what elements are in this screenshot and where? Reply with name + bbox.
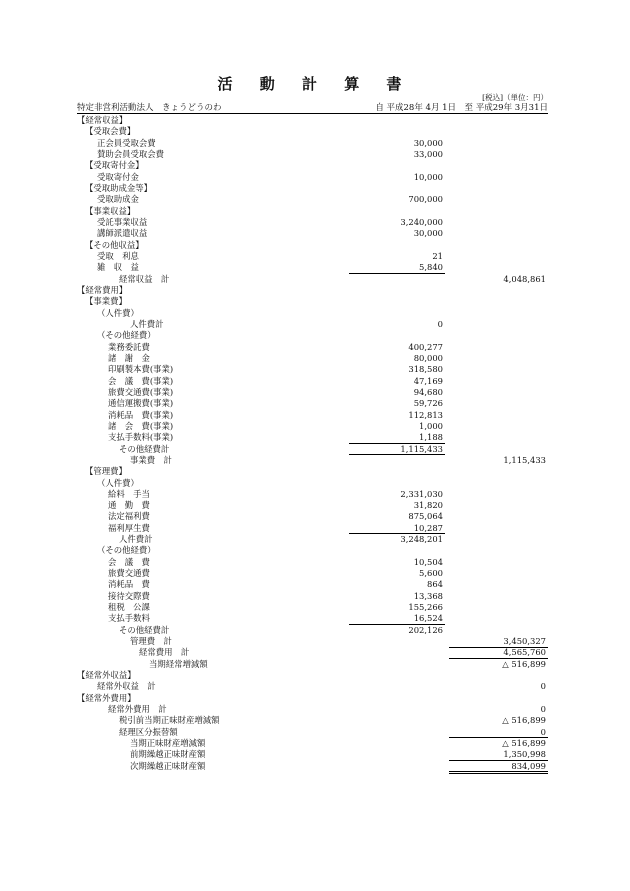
row-label: 管理費 計 bbox=[130, 636, 172, 647]
statement-row bbox=[77, 240, 548, 251]
row-amount: 10,000 bbox=[413, 171, 443, 182]
row-label: 受取寄付金 bbox=[97, 171, 139, 182]
row-label: 人件費計 bbox=[119, 534, 153, 545]
statement-row bbox=[77, 342, 548, 353]
statement-row bbox=[77, 194, 548, 205]
row-amount: 1,188 bbox=[419, 432, 443, 443]
row-label: 経常費用 計 bbox=[139, 647, 190, 658]
statement-row bbox=[77, 727, 548, 738]
row-label: （その他経費） bbox=[97, 330, 156, 341]
statement-row bbox=[77, 625, 548, 636]
row-label: 税引前当期正味財産増減額 bbox=[119, 715, 220, 726]
statement-row bbox=[77, 330, 548, 341]
statement-row bbox=[77, 704, 548, 715]
statement-row bbox=[77, 647, 548, 658]
row-total: 0 bbox=[540, 704, 546, 715]
row-amount: 30,000 bbox=[413, 228, 443, 239]
row-label: （人件費） bbox=[97, 307, 139, 318]
statement-row bbox=[77, 353, 548, 364]
statement-row bbox=[77, 489, 548, 500]
statement-row bbox=[77, 579, 548, 590]
row-label: 印刷製本費(事業) bbox=[108, 364, 174, 375]
row-amount: 5,840 bbox=[419, 262, 443, 273]
row-amount: 875,064 bbox=[408, 511, 443, 522]
row-amount: 202,126 bbox=[408, 624, 443, 635]
statement-row bbox=[77, 138, 548, 149]
row-amount: 864 bbox=[427, 579, 443, 590]
statement-row bbox=[77, 228, 548, 239]
row-label: 【受取助成金等】 bbox=[85, 182, 152, 193]
row-amount: 47,169 bbox=[413, 375, 443, 386]
row-amount: 10,287 bbox=[413, 522, 443, 533]
statement-row bbox=[77, 659, 548, 670]
statement-row bbox=[77, 183, 548, 194]
row-amount: 10,504 bbox=[413, 556, 443, 567]
statement-row bbox=[77, 761, 548, 772]
row-label: 支払手数料(事業) bbox=[108, 432, 174, 443]
row-total: 0 bbox=[540, 726, 546, 737]
row-label: 受取 利息 bbox=[97, 250, 139, 261]
row-amount: 21 bbox=[432, 250, 443, 261]
row-label: 講師派遣収益 bbox=[97, 228, 148, 239]
statement-row bbox=[77, 591, 548, 602]
row-total: 0 bbox=[540, 681, 546, 692]
row-total: 1,115,433 bbox=[503, 454, 546, 465]
statement-row bbox=[77, 738, 548, 749]
row-label: 旅費交通費(事業) bbox=[108, 386, 174, 397]
statement-row bbox=[77, 398, 548, 409]
row-amount: 94,680 bbox=[413, 386, 443, 397]
row-label: 【受取会費】 bbox=[85, 126, 136, 137]
row-amount: 112,813 bbox=[408, 409, 443, 420]
statement-row bbox=[77, 206, 548, 217]
row-label: 【管理費】 bbox=[85, 466, 127, 477]
row-total: △ 516,899 bbox=[502, 715, 546, 726]
row-amount: 0 bbox=[437, 318, 443, 329]
statement-row bbox=[77, 126, 548, 137]
statement-row bbox=[77, 319, 548, 330]
statement-row bbox=[77, 274, 548, 285]
statement-row bbox=[77, 285, 548, 296]
row-amount: 1,115,433 bbox=[400, 443, 443, 454]
row-amount: 16,524 bbox=[413, 613, 443, 624]
fiscal-period: 自 平成28年 4月 1日 至 平成29年 3月31日 bbox=[375, 103, 548, 113]
row-total: 4,048,861 bbox=[503, 273, 546, 284]
row-label: 通信運搬費(事業) bbox=[108, 398, 174, 409]
row-label: 諸 謝 金 bbox=[108, 352, 150, 363]
statement-row bbox=[77, 478, 548, 489]
row-label: 諸 会 費(事業) bbox=[108, 420, 174, 431]
statement-row bbox=[77, 421, 548, 432]
statement-row bbox=[77, 511, 548, 522]
row-label: 業務委託費 bbox=[108, 341, 150, 352]
row-label: 【経常収益】 bbox=[77, 115, 128, 125]
statement-row bbox=[77, 568, 548, 579]
row-label: その他経費計 bbox=[119, 624, 170, 635]
statement-row bbox=[77, 681, 548, 692]
statement-row bbox=[77, 172, 548, 183]
statement-row bbox=[77, 670, 548, 681]
row-label: 【事業収益】 bbox=[85, 205, 136, 216]
row-amount: 59,726 bbox=[413, 398, 443, 409]
row-amount: 80,000 bbox=[413, 352, 443, 363]
row-label: その他経費計 bbox=[119, 443, 170, 454]
row-label: 会 議 費 bbox=[108, 556, 150, 567]
row-label: 通 勤 費 bbox=[108, 500, 150, 511]
statement-row bbox=[77, 308, 548, 319]
row-label: 正会員受取会費 bbox=[97, 137, 156, 148]
statement-row bbox=[77, 410, 548, 421]
header-rule bbox=[77, 113, 548, 114]
row-amount: 2,331,030 bbox=[400, 488, 443, 499]
document-title: 活 動 計 算 書 bbox=[217, 75, 413, 93]
statement-row bbox=[77, 534, 548, 545]
row-label: 経常外収益 計 bbox=[97, 681, 156, 692]
statement-row bbox=[77, 693, 548, 704]
row-label: 当期経常増減額 bbox=[149, 658, 208, 669]
row-label: 当期正味財産増減額 bbox=[130, 738, 206, 749]
row-label: 【経常費用】 bbox=[77, 284, 128, 295]
statement-row bbox=[77, 523, 548, 534]
statement-row bbox=[77, 455, 548, 466]
statement-table bbox=[77, 115, 548, 772]
row-amount: 318,580 bbox=[408, 364, 443, 375]
row-label: 給料 手当 bbox=[108, 488, 150, 499]
statement-row bbox=[77, 217, 548, 228]
statement-row bbox=[77, 251, 548, 262]
row-amount: 5,600 bbox=[419, 568, 443, 579]
statement-row bbox=[77, 115, 548, 126]
row-amount: 3,248,201 bbox=[400, 534, 443, 545]
statement-row bbox=[77, 602, 548, 613]
statement-row bbox=[77, 749, 548, 760]
row-label: 旅費交通費 bbox=[108, 568, 150, 579]
row-total: 3,450,327 bbox=[503, 636, 546, 647]
row-total: 4,565,760 bbox=[503, 647, 546, 658]
row-total: △ 516,899 bbox=[502, 738, 546, 749]
row-label: 【その他収益】 bbox=[85, 239, 144, 250]
statement-row bbox=[77, 149, 548, 160]
row-amount: 30,000 bbox=[413, 137, 443, 148]
row-label: 【経常外費用】 bbox=[77, 692, 136, 703]
row-amount: 155,266 bbox=[408, 602, 443, 613]
row-amount: 400,277 bbox=[408, 341, 443, 352]
statement-row bbox=[77, 500, 548, 511]
row-amount: 31,820 bbox=[413, 500, 443, 511]
row-label: 次期繰越正味財産額 bbox=[130, 760, 206, 771]
row-label: 【経常外収益】 bbox=[77, 670, 136, 681]
row-label: 人件費計 bbox=[130, 318, 164, 329]
statement-row bbox=[77, 557, 548, 568]
row-label: 受取助成金 bbox=[97, 194, 139, 205]
row-amount: 33,000 bbox=[413, 148, 443, 159]
statement-row bbox=[77, 376, 548, 387]
row-label: 会 議 費(事業) bbox=[108, 375, 174, 386]
row-amount: 700,000 bbox=[408, 194, 443, 205]
statement-row bbox=[77, 432, 548, 443]
organization-name: 特定非営利活動法人 きょうどうのわ bbox=[77, 103, 222, 113]
row-label: 経常外費用 計 bbox=[108, 704, 167, 715]
row-label: 【受取寄付金】 bbox=[85, 160, 144, 171]
row-label: 賛助会員受取会費 bbox=[97, 148, 164, 159]
statement-row bbox=[77, 636, 548, 647]
row-label: 消耗品 費 bbox=[108, 579, 150, 590]
row-amount: 1,000 bbox=[419, 420, 443, 431]
row-label: 福利厚生費 bbox=[108, 522, 150, 533]
row-label: 受託事業収益 bbox=[97, 216, 148, 227]
statement-row bbox=[77, 444, 548, 455]
row-label: 支払手数料 bbox=[108, 613, 150, 624]
statement-row bbox=[77, 466, 548, 477]
row-label: （その他経費） bbox=[97, 545, 156, 556]
row-label: 消耗品 費(事業) bbox=[108, 409, 174, 420]
row-amount: 3,240,000 bbox=[400, 216, 443, 227]
row-label: 雑 収 益 bbox=[97, 262, 139, 273]
statement-row bbox=[77, 545, 548, 556]
row-label: 経理区分振替額 bbox=[119, 726, 178, 737]
row-label: 事業費 計 bbox=[130, 454, 172, 465]
statement-row bbox=[77, 296, 548, 307]
grand-total-double-rule bbox=[449, 771, 548, 774]
statement-row bbox=[77, 387, 548, 398]
row-label: 接待交際費 bbox=[108, 590, 150, 601]
statement-row bbox=[77, 613, 548, 624]
statement-row bbox=[77, 262, 548, 273]
row-total: △ 516,899 bbox=[502, 658, 546, 669]
row-label: （人件費） bbox=[97, 477, 139, 488]
row-label: 経常収益 計 bbox=[119, 273, 170, 284]
statement-row bbox=[77, 364, 548, 375]
row-amount: 13,368 bbox=[413, 590, 443, 601]
row-label: 【事業費】 bbox=[85, 296, 127, 307]
row-label: 法定福利費 bbox=[108, 511, 150, 522]
statement-row bbox=[77, 715, 548, 726]
row-label: 前期繰越正味財産額 bbox=[130, 749, 206, 760]
row-total: 1,350,998 bbox=[503, 749, 546, 760]
row-label: 租税 公課 bbox=[108, 602, 150, 613]
statement-row bbox=[77, 160, 548, 171]
row-total: 834,099 bbox=[511, 760, 546, 771]
unit-note: [税込]（単位：円） bbox=[482, 93, 548, 102]
